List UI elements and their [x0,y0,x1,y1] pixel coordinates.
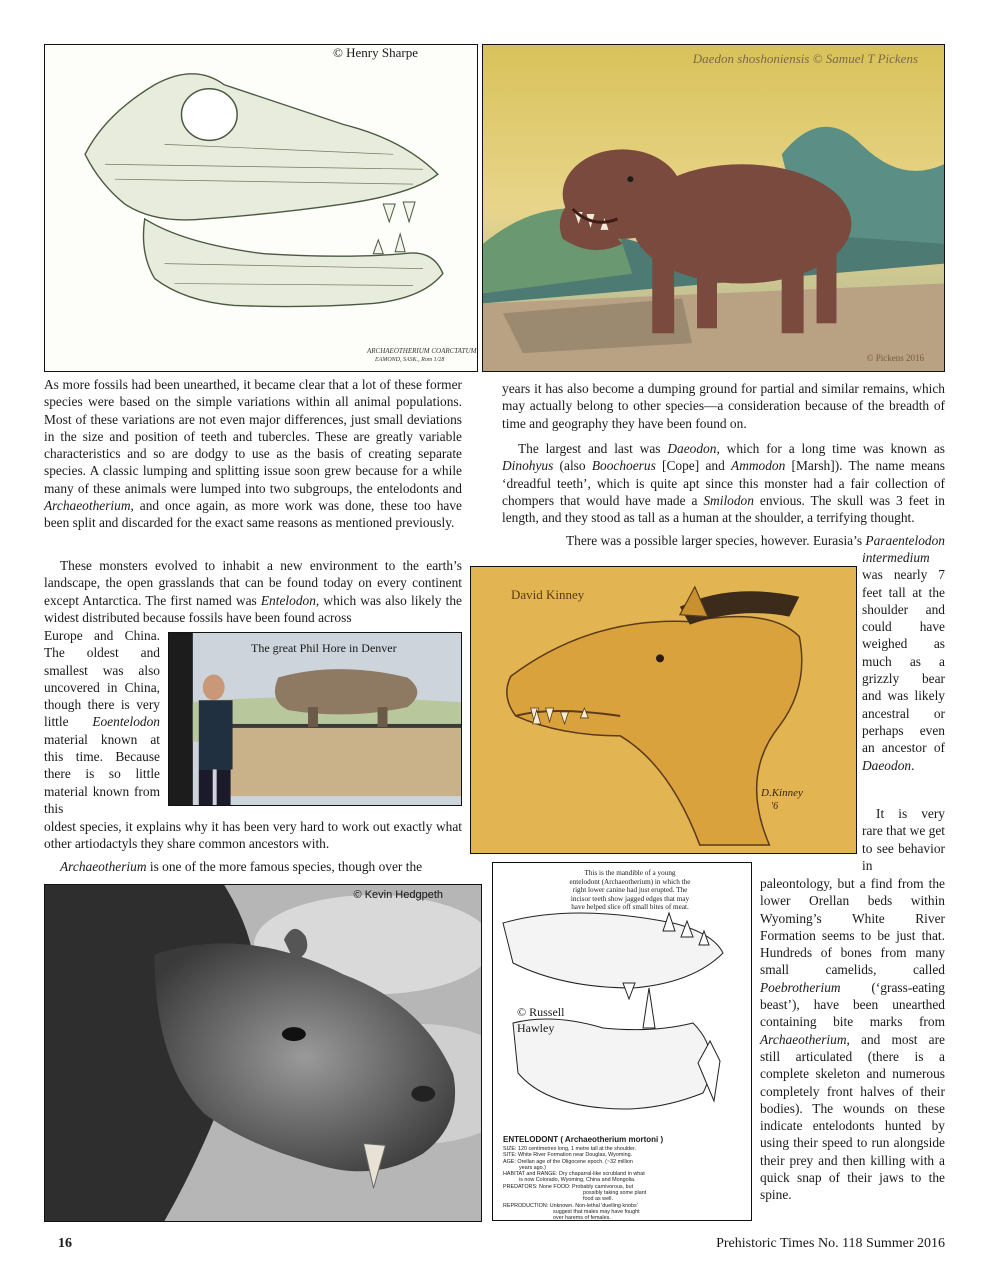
kinney-year: '6 [771,801,779,812]
credit-phil-hore: The great Phil Hore in Denver [251,641,397,655]
left-paragraph-3: Archaeotherium is one of the more famous species, though over the [60,859,423,874]
credit-kevin-hedgpeth: © Kevin Hedgpeth [353,889,443,901]
figure-david-kinney [470,566,857,854]
hawley-line-drawings [493,863,752,1133]
sketch-label: ARCHAEOTHERIUM COARCTATUM [367,347,477,355]
right-paragraph-4-narrow: It is very rare that we get to see behavior in [862,806,945,873]
figure-henry-sharpe [44,44,478,372]
right-paragraph-3-narrow: intermedium was nearly 7 feet tall at the shoulder and could have weighed as much as a grizzly bear and was likely ancestral or perhaps even an ancestor of Daeodon. [862,550,945,773]
pickens-signature: © Pickens 2016 [866,353,924,363]
right-paragraph-2: The largest and last was Daeodon, which for a long time was known as Dinohyus (also Boochoerus [Cope] and Ammodon [Marsh]). The name means ‘dreadful teeth’, which is quite apt since this monster had a fair collection of chompers that would have made a Smilodon envious. The skull was 3 feet in length, and they stood as tall as a human at the shoulder, a terrifying thought. [502,441,946,526]
right-paragraph-1: years it has also become a dumping ground for partial and similar remains, which may actually belong to other species—a consideration because of the breadth of time and geography they have been found on. [502,381,945,431]
skull-sketch-illustration [45,45,477,371]
credit-david-kinney: David Kinney [511,587,585,602]
left-paragraph-2: These monsters evolved to inhabit a new environment to the earth’s landscape, the open grasslands that can be found today on every continent except Antarctica. The first named was Entelodon, which was also likely the widest distributed because fossils have been found across [44,558,462,625]
hawley-title: ENTELODONT ( Archaeotherium mortoni ) [503,1135,664,1144]
credit-russell-hawley-2: Hawley [517,1021,555,1035]
figure-kevin-hedgpeth [44,884,482,1222]
page-number: 16 [58,1236,72,1251]
figure-daedon-painting [482,44,945,372]
left-paragraph-2-narrow: Europe and China. The oldest and smallest was also uncovered in China, though there is very little Eoentelodon material known at this time. Because there is so little material known from this [44,628,160,816]
right-paragraph-4: paleontology, but a find from the lower Orellan beds within Wyoming’s White River Formation seems to be just that. Hundreds of bones from many small camelids, called Poebrotherium (‘grass-eating beast’), have been unearthed containing bite marks from Archaeotherium, and most are still articulated (there is a complete skeleton and numerous completely front halves of their bodies). The wounds on these indicate entelodonts hunted by using their speed to run alongside their prey and then killing with a quick snap of their jaws to the spine. [760,876,945,1203]
credit-henry-sharpe: © Henry Sharpe [333,45,418,60]
left-paragraph-2-tail: oldest species, it explains why it has been very hard to work out exactly what other artiodactyls they share common ancestors with. [44,819,462,852]
left-paragraph-1: As more fossils had been unearthed, it became clear that a lot of these former species were based on the simple variations within all animal populations. Most of these variations are not even major differences, just small deviations in the size and position of teeth and tubercles. These are greatly variable characteristics and so are dodgy to use as the basis of creating separate species. A classic lumping and splitting issue soon grew because for a while many of these animals were lumped into two subgroups, the entelodonts and Archaeotherium, and once again, as more work was done, these too have been split and discarded for the exact same reasons as mentioned previously. [44,377,462,531]
hawley-fact-sheet: SIZE: 120 centimetres long, 1 metre tall at the shoulder. SITE: White River Formation near Douglas, Wyoming. AGE: Orellan age of the Oligocene epoch. (~32 million years ago.) HABITAT and RANGE: Dry chaparral-like scrubland in what is now Colorado, Wyoming, China and Mongolia. PREDATORS: None FOOD: Probably carnivorous, but possibly taking some plant food as well. REPRODUCTION: Unknown. Non-lethal 'duelling knobs' suggest that males may have fought over harems of females. [503,1146,647,1221]
sketch-sublabel: EAMOND, SASK., Rom 1/28 [375,357,445,363]
credit-russell-hawley-1: © Russell [517,1005,565,1019]
museum-photo [169,633,461,805]
figure-russell-hawley [492,862,752,1221]
hawley-caption: This is the mandible of a young entelodont (Archaeotherium) in which the right lower canine had just erupted. The incisor teeth show jagged edges that may have helped slice off small bites of meat. [569,869,691,912]
kinney-drawing [471,567,856,853]
figure-phil-hore-photo [168,632,462,806]
credit-daedon: Daedon shoshoniensis © Samuel T Pickens [692,51,918,66]
hedgpeth-illustration [45,885,481,1221]
publication-footer: Prehistoric Times No. 118 Summer 2016 [716,1236,945,1251]
right-paragraph-3: There was a possible larger species, however. Eurasia’s Paraentelodon [565,533,945,548]
kinney-signature: D.Kinney [761,787,803,799]
daedon-painting-illustration [483,45,944,371]
